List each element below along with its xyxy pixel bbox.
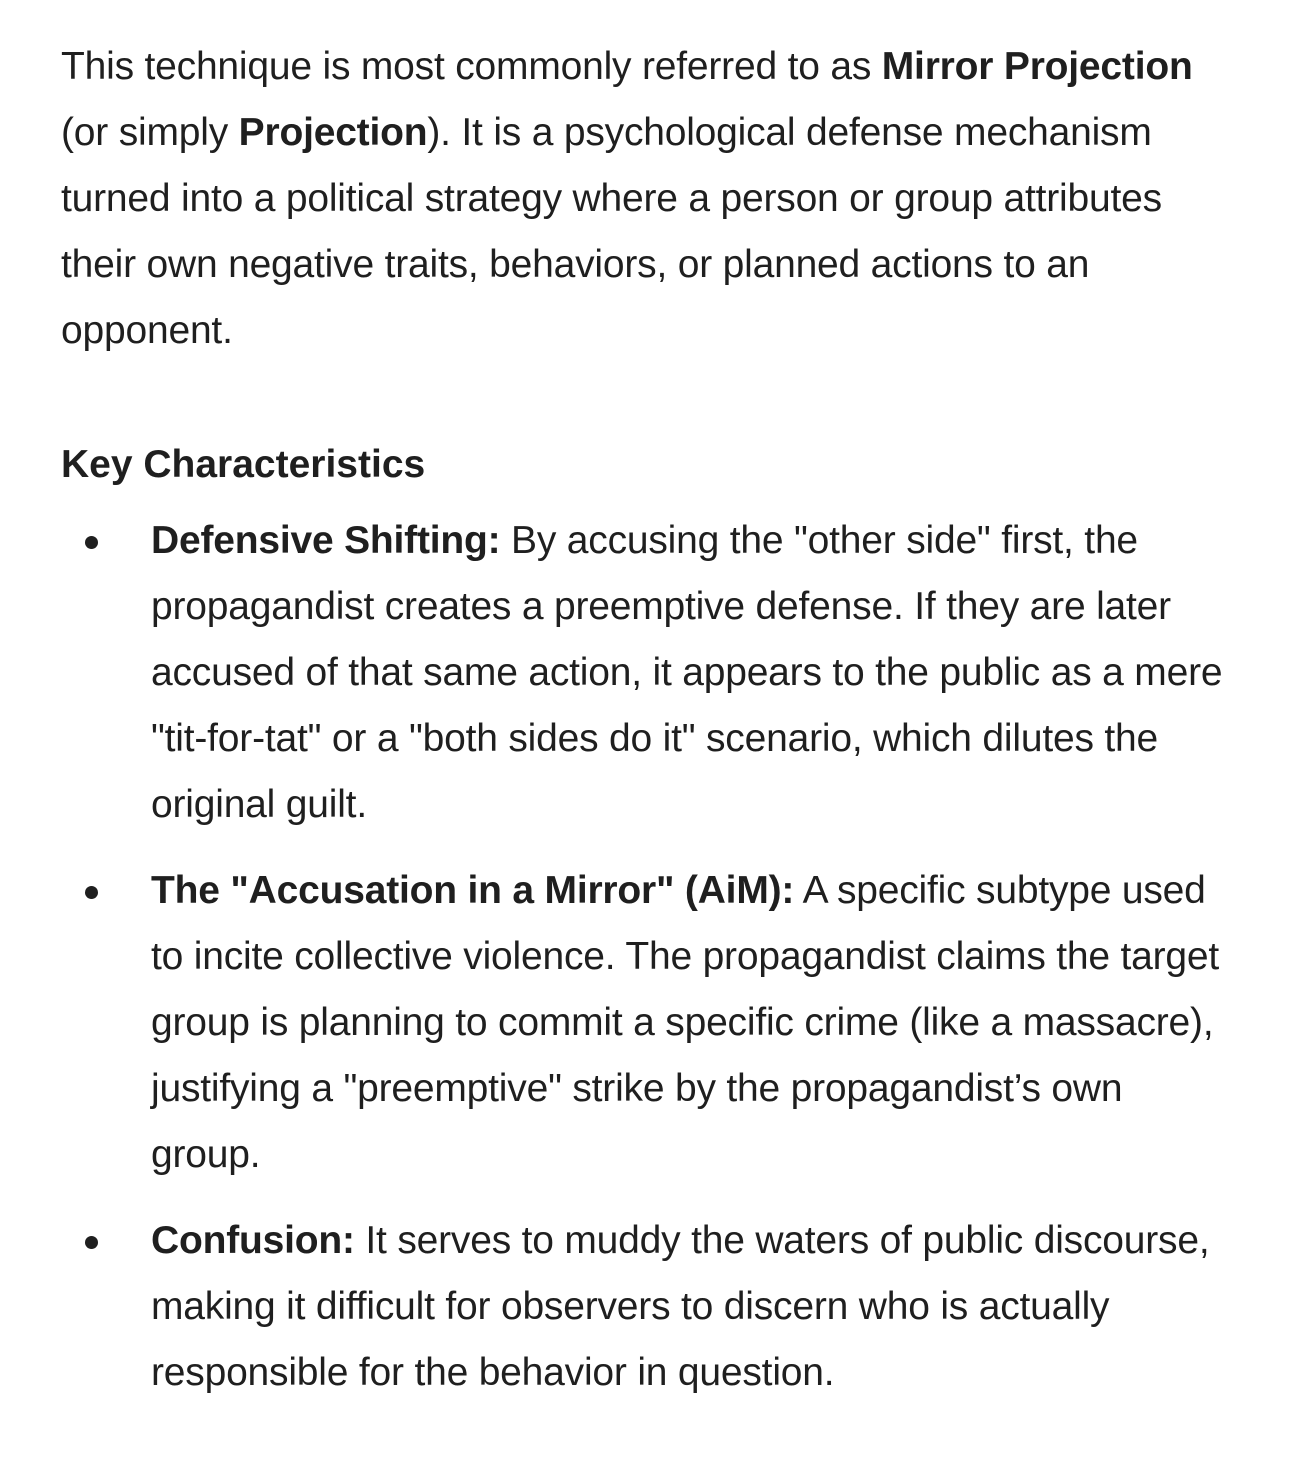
item-term: The "Accusation in a Mirror" (AiM): <box>151 869 795 912</box>
item-text: It serves to muddy the waters of public discourse, making it difficult for observers to discern who is actually responsible for the behavior in question. <box>151 1219 1210 1394</box>
item-text: A specific subtype used to incite collective violence. The propagandist claims the target group is planning to commit a specific crime (like a massacre), justifying a "preemptive" strike by the propagandist’s own group. <box>151 869 1220 1176</box>
characteristics-list <box>61 508 1241 1406</box>
term-projection: Projection <box>238 111 428 154</box>
item-term: Confusion: <box>151 1219 355 1262</box>
item-text: By accusing the "other side" first, the propagandist creates a preemptive defense. If they are later accused of that same action, it appears to the public as a mere "tit-for-tat" or a "both sides do it" scenario, which dilutes the original guilt. <box>151 519 1223 826</box>
term-mirror-projection: Mirror Projection <box>881 45 1193 88</box>
intro-text-3: ). It is a psychological defense mechanism turned into a political strategy where a person or group attributes their own negative traits, behaviors, or planned actions to an opponent. <box>61 111 1162 352</box>
item-term: Defensive Shifting: <box>151 519 501 562</box>
list-item <box>61 508 1241 838</box>
bullet-icon <box>85 886 98 899</box>
article-content <box>61 34 1241 1426</box>
section-heading: Key Characteristics <box>61 443 426 486</box>
list-item <box>61 1208 1241 1406</box>
intro-text-2: (or simply <box>61 111 239 154</box>
bullet-icon <box>85 1236 98 1249</box>
intro-text-1: This technique is most commonly referred to as <box>61 45 882 88</box>
bullet-icon <box>85 536 98 549</box>
list-item <box>61 858 1241 1188</box>
intro-paragraph <box>61 34 1241 364</box>
